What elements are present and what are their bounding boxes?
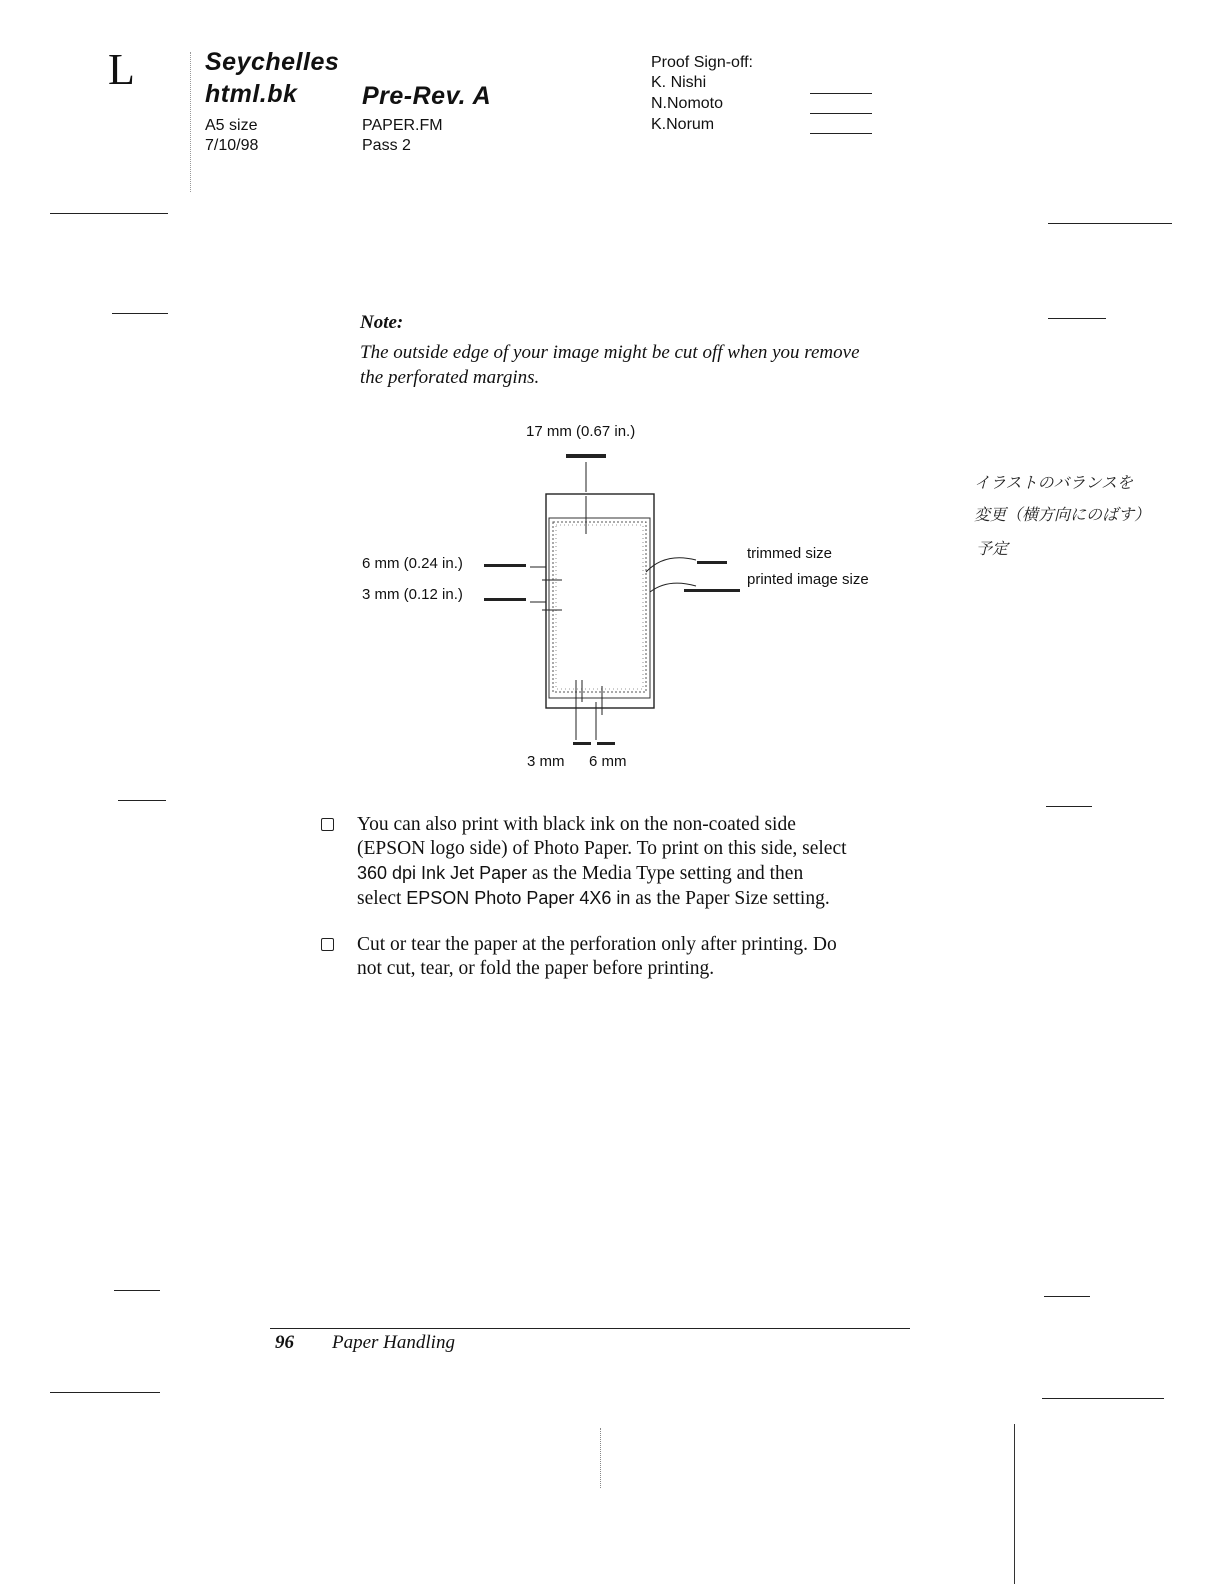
- pass: Pass 2: [362, 137, 411, 154]
- bullet-box: [321, 938, 334, 951]
- bullet-line: not cut, tear, or fold the paper before printing.: [357, 958, 715, 979]
- handwritten-note: 予定: [976, 539, 1009, 558]
- small-dimension-text: [566, 454, 606, 458]
- signoff-title: Proof Sign-off:: [651, 54, 753, 71]
- crop-mark: [1044, 1296, 1090, 1297]
- page-size: A5 size: [205, 117, 258, 134]
- side-letter: L: [108, 45, 135, 94]
- printed-image-rect: [553, 522, 646, 692]
- small-dimension-text: [573, 742, 591, 745]
- crop-mark: [50, 1392, 160, 1393]
- outer-sheet: [546, 494, 654, 708]
- crop-mark: [1042, 1398, 1164, 1399]
- section-title: Paper Handling: [332, 1332, 455, 1353]
- file-name: html.bk: [205, 80, 298, 108]
- trimmed-size-label: trimmed size: [747, 545, 833, 562]
- crop-mark: [112, 313, 168, 314]
- signoff-line: [810, 113, 872, 114]
- header-divider: [190, 52, 191, 192]
- signoff-line: [810, 133, 872, 134]
- bullet-line: You can also print with black ink on the non-coated side: [357, 814, 796, 835]
- note-title: Note:: [360, 312, 404, 333]
- signoff-name: N.Nomoto: [651, 95, 724, 112]
- bullet-text-run: select: [357, 888, 407, 909]
- bullet-text: [357, 933, 927, 981]
- bottom-margin-label: 3 mm: [527, 753, 565, 770]
- handwritten-note: イラストのバランスを: [974, 473, 1134, 492]
- center-mark: [600, 1428, 601, 1488]
- bullet-line: [357, 861, 927, 886]
- file: PAPER.FM: [362, 117, 443, 134]
- left-margin-label: 6 mm (0.24 in.): [362, 555, 463, 572]
- note-text-line: the perforated margins.: [360, 367, 540, 388]
- bullet-text-run: as the Media Type setting and then: [527, 863, 804, 884]
- bottom-margin-label: 6 mm: [589, 753, 627, 770]
- crop-mark: [1048, 318, 1106, 319]
- top-margin-label: 17 mm (0.67 in.): [526, 423, 636, 440]
- small-dimension-text: [597, 742, 615, 745]
- left-margin-label: 3 mm (0.12 in.): [362, 586, 463, 603]
- crop-mark: [118, 800, 166, 801]
- inner-dotted-rect: [556, 525, 643, 689]
- book-name: Seychelles: [205, 48, 340, 76]
- perforated-paper-diagram: [470, 440, 700, 740]
- bullet-box: [321, 818, 334, 831]
- trimmed-size-rect: [549, 518, 650, 698]
- printed-image-size-label: printed image size: [747, 571, 869, 588]
- bullet-text-run: as the Paper Size setting.: [630, 888, 830, 909]
- paper-size-value: EPSON Photo Paper 4X6 in: [406, 888, 631, 908]
- handwritten-note: 変更（横方向にのばす）: [974, 505, 1151, 524]
- signoff-name: K. Nishi: [651, 74, 707, 91]
- small-dimension-text: [484, 598, 526, 601]
- bullet-text: [357, 813, 927, 911]
- crop-mark: [1048, 223, 1172, 224]
- revision: Pre-Rev. A: [362, 82, 492, 110]
- footer-rule: [270, 1328, 910, 1329]
- crop-mark: [1046, 806, 1092, 807]
- small-dimension-text: [684, 589, 740, 592]
- signoff-line: [810, 93, 872, 94]
- bullet-line: (EPSON logo side) of Photo Paper. To print on this side, select: [357, 838, 847, 859]
- bullet-line: Cut or tear the paper at the perforation only after printing. Do: [357, 934, 837, 955]
- date: 7/10/98: [205, 137, 259, 154]
- crop-mark: [50, 213, 168, 214]
- page-number: 96: [275, 1332, 294, 1353]
- crop-mark-vertical: [1014, 1424, 1015, 1584]
- small-dimension-text: [484, 564, 526, 567]
- media-type-value: 360 dpi Ink Jet Paper: [357, 863, 528, 883]
- signoff-name: K.Norum: [651, 116, 715, 133]
- small-dimension-text: [697, 561, 727, 564]
- bullet-line: [357, 886, 927, 911]
- note-text-line: The outside edge of your image might be cut off when you remove: [360, 342, 860, 363]
- crop-mark: [114, 1290, 160, 1291]
